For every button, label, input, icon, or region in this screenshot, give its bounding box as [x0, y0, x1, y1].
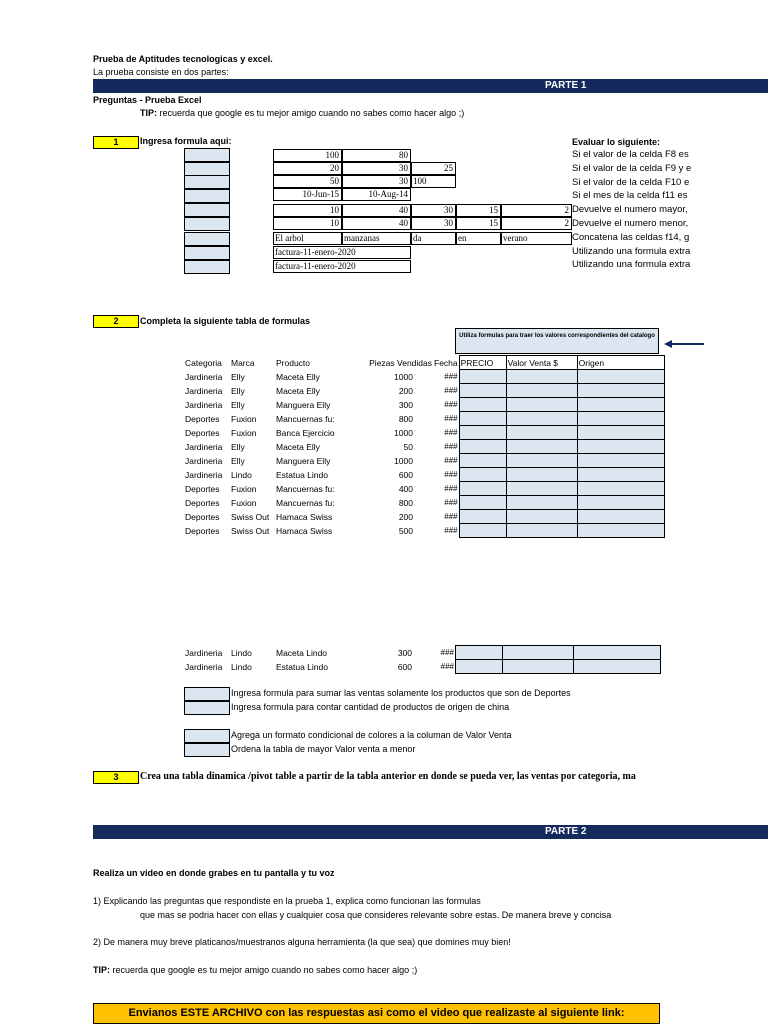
tip-label: TIP: [93, 965, 110, 975]
origen-input-cell[interactable] [577, 510, 664, 524]
parte2-item-1-cont: que mas se podria hacer con ellas y cualquier cosa que consideres relevante sobre estas. De manera breve y concisa [140, 910, 612, 920]
cell-marca: Fuxion [231, 497, 257, 508]
cell-piezas: 1000 [394, 455, 413, 466]
cell-marca: Elly [231, 441, 245, 452]
table-row [184, 398, 664, 412]
cell-producto: Mancuernas fu: [276, 497, 335, 508]
cell-marca: Swiss Out [231, 511, 270, 522]
eval-item: Devuelve el numero mayor, [572, 204, 688, 216]
tip-line-2 [93, 965, 417, 975]
origen-input-cell[interactable] [574, 646, 661, 660]
cell-producto: Manguera Elly [276, 399, 331, 410]
tip-text: recuerda que google es tu mejor amigo cuando no sabes como hacer algo ;) [110, 965, 418, 975]
parte2-item-1: 1) Explicando las preguntas que respondiste en la prueba 1, explica como funcionan las formulas [93, 896, 481, 906]
catalog-note: Utiliza formulas para traer los valores correspondientes del catalogo [455, 328, 659, 354]
precio-input-cell[interactable] [456, 646, 503, 660]
formula-input-cell[interactable] [184, 203, 230, 217]
cell-marca: Lindo [231, 661, 252, 672]
parte2-item-2: 2) De manera muy breve platicanos/muestranos alguna herramienta (la que sea) que domines muy bien! [93, 937, 511, 947]
cell-piezas: 1000 [394, 371, 413, 382]
grid-cell[interactable]: 80 [342, 149, 411, 162]
grid-cell[interactable]: 10 [273, 204, 342, 217]
table-header-row [184, 356, 664, 370]
parte2-banner [93, 825, 768, 839]
cell-fecha: ### [440, 648, 454, 657]
valor-venta-input-cell[interactable] [506, 524, 577, 538]
valor-venta-input-cell[interactable] [506, 454, 577, 468]
table-row [184, 384, 664, 398]
table-row [184, 370, 664, 384]
grid-cell[interactable]: El arbol [273, 232, 342, 245]
grid-cell[interactable]: da [411, 232, 456, 245]
valor-venta-input-cell[interactable] [506, 384, 577, 398]
cell-fecha: ### [444, 414, 458, 423]
formula-input-cell[interactable] [184, 217, 230, 231]
cell-categoria: Deportes [185, 427, 220, 438]
valor-venta-input-cell[interactable] [506, 496, 577, 510]
valor-venta-input-cell[interactable] [506, 440, 577, 454]
formula-input-cell[interactable] [184, 701, 230, 715]
grid-cell[interactable]: en [456, 232, 501, 245]
precio-input-cell[interactable] [459, 468, 506, 482]
grid-cell[interactable]: 40 [342, 217, 411, 230]
table-row [184, 510, 664, 524]
table-row [184, 412, 664, 426]
cell-categoria: Jardineria [185, 455, 223, 466]
table-row [184, 660, 661, 674]
grid-cell[interactable]: 100 [411, 175, 456, 188]
tip-label: TIP: [140, 108, 157, 118]
cell-piezas: 600 [398, 469, 413, 480]
header-valor-venta: Valor Venta $ [506, 356, 577, 370]
cell-producto: Manguera Elly [276, 455, 331, 466]
tip-text: recuerda que google es tu mejor amigo cuando no sabes como hacer algo ;) [157, 108, 465, 118]
valor-venta-input-cell[interactable] [503, 646, 574, 660]
cell-categoria: Deportes [185, 497, 220, 508]
eval-item: Si el valor de la celda F10 e [572, 176, 690, 188]
question-3-number: 3 [93, 771, 139, 784]
cell-piezas: 800 [398, 413, 413, 424]
cell-categoria: Jardineria [185, 371, 223, 382]
eval-item: Si el valor de la celda F9 y e [572, 162, 692, 174]
cell-marca: Elly [231, 399, 245, 410]
instruction-sum-deportes: Ingresa formula para sumar las ventas solamente los productos que son de Deportes [231, 688, 571, 698]
cell-piezas: 1000 [394, 427, 413, 438]
instruction-conditional-format: Agrega un formato condicional de colores a la columan de Valor Venta [231, 730, 512, 740]
arrow-left-icon [664, 336, 704, 346]
valor-venta-input-cell[interactable] [506, 412, 577, 426]
origen-input-cell[interactable] [577, 524, 664, 538]
sales-table-bottom [184, 645, 661, 674]
table-row [184, 496, 664, 510]
formula-input-cell[interactable] [184, 260, 230, 274]
valor-venta-input-cell[interactable] [503, 660, 574, 674]
sales-table [184, 355, 665, 538]
cell-categoria: Jardineria [185, 385, 223, 396]
parte2-label: PARTE 2 [545, 826, 587, 837]
precio-input-cell[interactable] [456, 660, 503, 674]
table-row [184, 468, 664, 482]
precio-input-cell[interactable] [459, 454, 506, 468]
cell-piezas: 200 [398, 511, 413, 522]
table-row [184, 482, 664, 496]
header-piezas: Piezas Vendidas [369, 357, 432, 368]
origen-input-cell[interactable] [577, 454, 664, 468]
formula-input-cell[interactable] [184, 687, 230, 701]
cell-marca: Fuxion [231, 427, 257, 438]
parte2-intro: Realiza un video en donde grabes en tu pantalla y tu voz [93, 868, 335, 878]
grid-cell[interactable]: 30 [342, 162, 411, 175]
precio-input-cell[interactable] [459, 482, 506, 496]
cell-marca: Fuxion [231, 483, 257, 494]
table-row [184, 646, 661, 660]
formula-input-cell[interactable] [184, 162, 230, 176]
header-precio: PRECIO [459, 356, 506, 370]
question-1-label: Ingresa formula aqui: [140, 136, 232, 146]
cell-piezas: 300 [397, 647, 412, 658]
page-title: Prueba de Aptitudes tecnologicas y excel. [93, 54, 273, 64]
cell-fecha: ### [444, 512, 458, 521]
formula-input-cell[interactable] [184, 232, 230, 246]
table-row [184, 524, 664, 538]
cell-producto: Estatua Lindo [276, 661, 328, 672]
grid-cell[interactable]: 40 [342, 204, 411, 217]
question-1-number: 1 [93, 136, 139, 149]
cell-categoria: Jardineria [185, 441, 223, 452]
valor-venta-input-cell[interactable] [506, 398, 577, 412]
tip-line-1 [140, 108, 464, 118]
origen-input-cell[interactable] [577, 412, 664, 426]
grid-cell[interactable]: 10-Jun-15 [273, 188, 342, 201]
submit-banner: Envianos ESTE ARCHIVO con las respuestas asi como el video que realizaste al siguiente link: [93, 1003, 660, 1024]
origen-input-cell[interactable] [577, 482, 664, 496]
question-3-label: Crea una tabla dinamica /pivot table a partir de la tabla anterior en donde se pueda ver, las ventas por categoria, ma [140, 771, 636, 782]
precio-input-cell[interactable] [459, 426, 506, 440]
valor-venta-input-cell[interactable] [506, 426, 577, 440]
cell-piezas: 500 [398, 525, 413, 536]
cell-producto: Maceta Elly [276, 441, 320, 452]
cell-fecha: ### [444, 372, 458, 381]
origen-input-cell[interactable] [577, 426, 664, 440]
header-marca: Marca [231, 357, 255, 368]
cell-piezas: 400 [398, 483, 413, 494]
valor-venta-input-cell[interactable] [506, 482, 577, 496]
valor-venta-input-cell[interactable] [506, 510, 577, 524]
cell-categoria: Jardineria [185, 469, 223, 480]
instruction-count-china: Ingresa formula para contar cantidad de productos de origen de china [231, 702, 510, 712]
grid-cell[interactable]: verano [501, 232, 572, 245]
cell-fecha: ### [440, 662, 454, 671]
parte1-label: PARTE 1 [545, 80, 587, 91]
formula-input-cell[interactable] [184, 189, 230, 203]
cell-marca: Elly [231, 371, 245, 382]
origen-input-cell[interactable] [577, 468, 664, 482]
instruction-sort-table: Ordena la tabla de mayor Valor venta a menor [231, 744, 416, 754]
cell-marca: Lindo [231, 469, 252, 480]
table-row [184, 454, 664, 468]
cell-marca: Elly [231, 455, 245, 466]
grid-cell[interactable]: factura-11-enero-2020 [273, 246, 411, 259]
cell-fecha: ### [444, 386, 458, 395]
header-origen: Origen [577, 356, 664, 370]
valor-venta-input-cell[interactable] [506, 370, 577, 384]
cell-marca: Swiss Out [231, 525, 270, 536]
page-subtitle: La prueba consiste en dos partes: [93, 67, 229, 77]
grid-cell[interactable]: 10-Aug-14 [342, 188, 411, 201]
cell-categoria: Jardineria [185, 399, 223, 410]
origen-input-cell[interactable] [577, 496, 664, 510]
cell-piezas: 800 [398, 497, 413, 508]
valor-venta-input-cell[interactable] [506, 468, 577, 482]
precio-input-cell[interactable] [459, 384, 506, 398]
grid-cell[interactable]: factura-11-enero-2020 [273, 260, 411, 273]
cell-marca: Fuxion [231, 413, 257, 424]
origen-input-cell[interactable] [577, 398, 664, 412]
cell-piezas: 300 [398, 399, 413, 410]
precio-input-cell[interactable] [459, 524, 506, 538]
eval-title: Evaluar lo siguiente: [572, 137, 661, 147]
origen-input-cell[interactable] [577, 370, 664, 384]
precio-input-cell[interactable] [459, 510, 506, 524]
cell-marca: Elly [231, 385, 245, 396]
cell-marca: Lindo [231, 647, 252, 658]
eval-item: Utilizando una formula extra [572, 245, 691, 257]
eval-item: Concatena las celdas f14, g [572, 231, 690, 243]
question-2-label: Completa la siguiente tabla de formulas [140, 316, 311, 326]
origen-input-cell[interactable] [577, 440, 664, 454]
cell-producto: Mancuernas fu: [276, 413, 335, 424]
grid-cell[interactable]: 100 [273, 149, 342, 162]
cell-categoria: Deportes [185, 483, 220, 494]
cell-fecha: ### [444, 484, 458, 493]
table-row [184, 440, 664, 454]
eval-item: Utilizando una formula extra [572, 259, 691, 271]
cell-producto: Hamaca Swiss [276, 511, 333, 522]
cell-piezas: 50 [403, 441, 413, 452]
cell-producto: Hamaca Swiss [276, 525, 333, 536]
cell-fecha: ### [444, 470, 458, 479]
cell-categoria: Deportes [185, 525, 220, 536]
cell-piezas: 200 [398, 385, 413, 396]
formula-input-cell[interactable] [184, 175, 230, 189]
grid-cell[interactable]: 30 [411, 204, 456, 217]
cell-categoria: Deportes [185, 413, 220, 424]
grid-cell[interactable]: 10 [273, 217, 342, 230]
grid-cell[interactable]: 2 [501, 204, 572, 217]
cell-fecha: ### [444, 442, 458, 451]
cell-producto: Maceta Elly [276, 385, 320, 396]
formula-input-cell[interactable] [184, 246, 230, 260]
grid-cell[interactable]: 50 [273, 175, 342, 188]
precio-input-cell[interactable] [459, 412, 506, 426]
cell-fecha: ### [444, 526, 458, 535]
preguntas-heading: Preguntas - Prueba Excel [93, 95, 202, 105]
cell-producto: Estatua Lindo [276, 469, 328, 480]
header-fecha: Fecha [434, 357, 458, 368]
precio-input-cell[interactable] [459, 440, 506, 454]
grid-cell[interactable]: 2 [501, 217, 572, 230]
parte1-banner [93, 79, 768, 93]
eval-item: Si el mes de la celda f11 es [572, 190, 688, 202]
header-categoria: Categoria [185, 357, 222, 368]
cell-fecha: ### [444, 400, 458, 409]
grid-cell[interactable]: 30 [342, 175, 411, 188]
precio-input-cell[interactable] [459, 370, 506, 384]
cell-producto: Mancuernas fu: [276, 483, 335, 494]
origen-input-cell[interactable] [577, 384, 664, 398]
cell-fecha: ### [444, 456, 458, 465]
cell-categoria: Deportes [185, 511, 220, 522]
formula-input-cell[interactable] [184, 743, 230, 757]
cell-producto: Maceta Elly [276, 371, 320, 382]
precio-input-cell[interactable] [459, 398, 506, 412]
cell-producto: Banca Ejercicio [276, 427, 335, 438]
origen-input-cell[interactable] [574, 660, 661, 674]
table-row [184, 426, 664, 440]
formula-input-cell[interactable] [184, 148, 230, 162]
grid-cell[interactable]: 25 [411, 162, 456, 175]
grid-cell[interactable]: 15 [456, 217, 501, 230]
eval-item: Devuelve el numero menor, [572, 218, 689, 229]
grid-cell[interactable]: 30 [411, 217, 456, 230]
grid-cell[interactable]: 20 [273, 162, 342, 175]
formula-input-cell[interactable] [184, 729, 230, 743]
eval-item: Si el valor de la celda F8 es [572, 149, 689, 160]
cell-fecha: ### [444, 498, 458, 507]
cell-piezas: 600 [397, 661, 412, 672]
cell-categoria: Jardineria [185, 661, 223, 672]
grid-cell[interactable]: 15 [456, 204, 501, 217]
question-2-number: 2 [93, 315, 139, 328]
precio-input-cell[interactable] [459, 496, 506, 510]
cell-fecha: ### [444, 428, 458, 437]
cell-categoria: Jardineria [185, 647, 223, 658]
grid-cell[interactable]: manzanas [342, 232, 411, 245]
cell-producto: Maceta Lindo [276, 647, 328, 658]
header-producto: Producto [276, 357, 311, 368]
